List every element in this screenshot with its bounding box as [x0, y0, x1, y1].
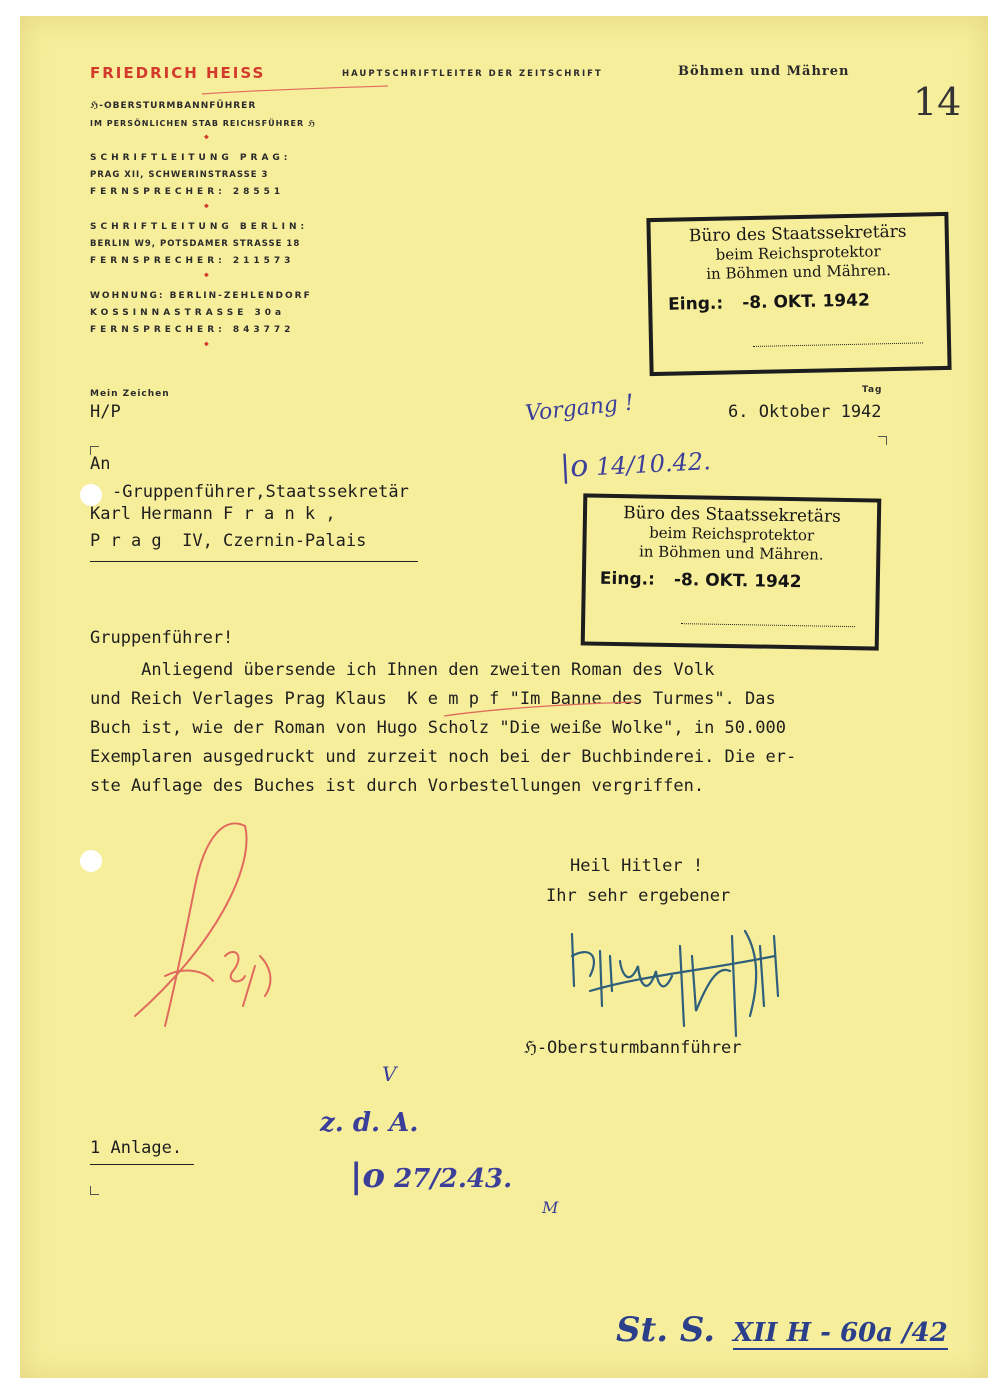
handwritten-vorgang: Vorgang !: [523, 390, 635, 427]
page-number: 14: [913, 80, 962, 124]
stamp-office-sub: beim Reichsprotektor: [715, 242, 881, 264]
stamp-office: Büro des Staatssekretärs: [688, 221, 907, 247]
recipient-rule: [90, 561, 418, 562]
handwritten-zda: z. d. A.: [320, 1108, 419, 1138]
handwritten-date-2-text: 27/2.43.: [394, 1164, 513, 1194]
red-underline-mark: [200, 82, 390, 98]
closing-rank: ℌ-Obersturmbannführer: [524, 1038, 742, 1058]
address-corner-mark: [878, 436, 887, 445]
archive-reference: [616, 1310, 948, 1350]
stamp-received-label: Eing.:: [667, 293, 724, 315]
stamp-region: in Böhmen und Mähren.: [638, 542, 824, 564]
salutation: Gruppenführer!: [90, 628, 234, 648]
body-line: Anliegend übersende ich Ihnen den zweiten Roman des Volk: [90, 660, 715, 680]
residence-heading: WOHNUNG: BERLIN-ZEHLENDORF: [90, 291, 312, 301]
reference-value: H/P: [90, 402, 121, 422]
stamp-office: Büro des Staatssekretärs: [622, 503, 841, 527]
body-line: Exemplaren ausgedruckt und zurzeit noch bei der Buchbinderei. Die er-: [90, 747, 797, 767]
archive-reference-prefix: St. S.: [616, 1310, 716, 1350]
red-pencil-annotation: [105, 806, 295, 1056]
letter-paper: [20, 16, 988, 1378]
receipt-stamp: [646, 212, 951, 376]
reference-label: Mein Zeichen: [90, 389, 170, 399]
prague-office-heading: SCHRIFTLEITUNG PRAG:: [90, 153, 292, 163]
stamp-dotted-line: [681, 623, 855, 627]
sender-staff: IM PERSÖNLICHEN STAB REICHSFÜHRER ℌ: [90, 119, 317, 128]
recipient-to: An: [90, 454, 111, 474]
stamp-office-sub: beim Reichsprotektor: [649, 523, 815, 545]
diamond-icon: ◆: [204, 201, 209, 210]
body-line: Buch ist, wie der Roman von Hugo Scholz "Die weiße Wolke", in 50.000: [90, 718, 786, 738]
stamp-received: [600, 569, 876, 594]
prague-office-address: PRAG XII, SCHWERINSTRASSE 3: [90, 170, 269, 180]
sender-name: FRIEDRICH HEISS: [90, 64, 266, 82]
body-line: und Reich Verlages Prag Klaus K e m p f "Im Banne des Turmes". Das: [90, 689, 776, 709]
recipient-line-3: P r a g IV, Czernin-Palais: [90, 531, 367, 551]
berlin-office-address: BERLIN W9, POTSDAMER STRASSE 18: [90, 239, 301, 249]
closing-greeting: Heil Hitler !: [570, 856, 704, 876]
stamp-dotted-line: [753, 342, 923, 347]
red-underline-mark: [440, 694, 640, 724]
body-line: ste Auflage des Buches ist durch Vorbestellungen vergriffen.: [90, 776, 705, 796]
date-label: Tag: [862, 385, 883, 395]
archive-reference-number: XII H - 60a /42: [732, 1318, 948, 1348]
letterhead-sidebar: [90, 98, 350, 349]
punch-hole: [80, 484, 102, 506]
handwritten-initial: M: [542, 1198, 559, 1217]
letter-body: [90, 656, 796, 801]
letter-date: 6. Oktober 1942: [728, 402, 882, 422]
stamp-received-date: -8. OKT. 1942: [742, 290, 871, 314]
enclosure-rule: [90, 1164, 194, 1165]
handwritten-date-2: |o 27/2.43.: [350, 1156, 513, 1196]
receipt-stamp: [581, 493, 882, 650]
stamp-received-date: -8. OKT. 1942: [673, 570, 802, 593]
sender-rank: ℌ-OBERSTURMBANNFÜHRER: [90, 101, 257, 111]
diamond-icon: ◆: [204, 132, 209, 141]
closing-valediction: Ihr sehr ergebener: [546, 886, 731, 906]
recipient-line-2: Karl Hermann F r a n k ,: [90, 504, 336, 524]
sender-title: HAUPTSCHRIFTLEITER DER ZEITSCHRIFT: [342, 69, 603, 79]
diamond-icon: ◆: [204, 339, 209, 348]
diamond-icon: ◆: [204, 270, 209, 279]
stamp-received: [668, 289, 946, 315]
stamp-received-label: Eing.:: [599, 568, 655, 590]
stamp-region: in Böhmen und Mähren.: [706, 261, 892, 283]
handwritten-date-1: |o 14/10.42.: [559, 447, 712, 485]
handwritten-date-1-text: 14/10.42.: [595, 447, 712, 482]
residence-address: KOSSINNASTRASSE 30a: [90, 308, 286, 318]
handwritten-zda-mark: V: [382, 1062, 397, 1086]
magazine-name: Böhmen und Mähren: [678, 64, 850, 79]
prague-office-phone: FERNSPRECHER: 28551: [90, 187, 285, 197]
residence-phone: FERNSPRECHER: 843772: [90, 325, 295, 335]
punch-hole: [80, 850, 102, 872]
enclosure-note: 1 Anlage.: [90, 1138, 183, 1158]
berlin-office-heading: SCHRIFTLEITUNG BERLIN:: [90, 222, 309, 232]
recipient-line-1: -Gruppenführer,Staatssekretär: [112, 482, 409, 502]
berlin-office-phone: FERNSPRECHER: 211573: [90, 256, 295, 266]
address-corner-mark: [90, 1186, 99, 1195]
handwritten-signature: [560, 916, 790, 1056]
